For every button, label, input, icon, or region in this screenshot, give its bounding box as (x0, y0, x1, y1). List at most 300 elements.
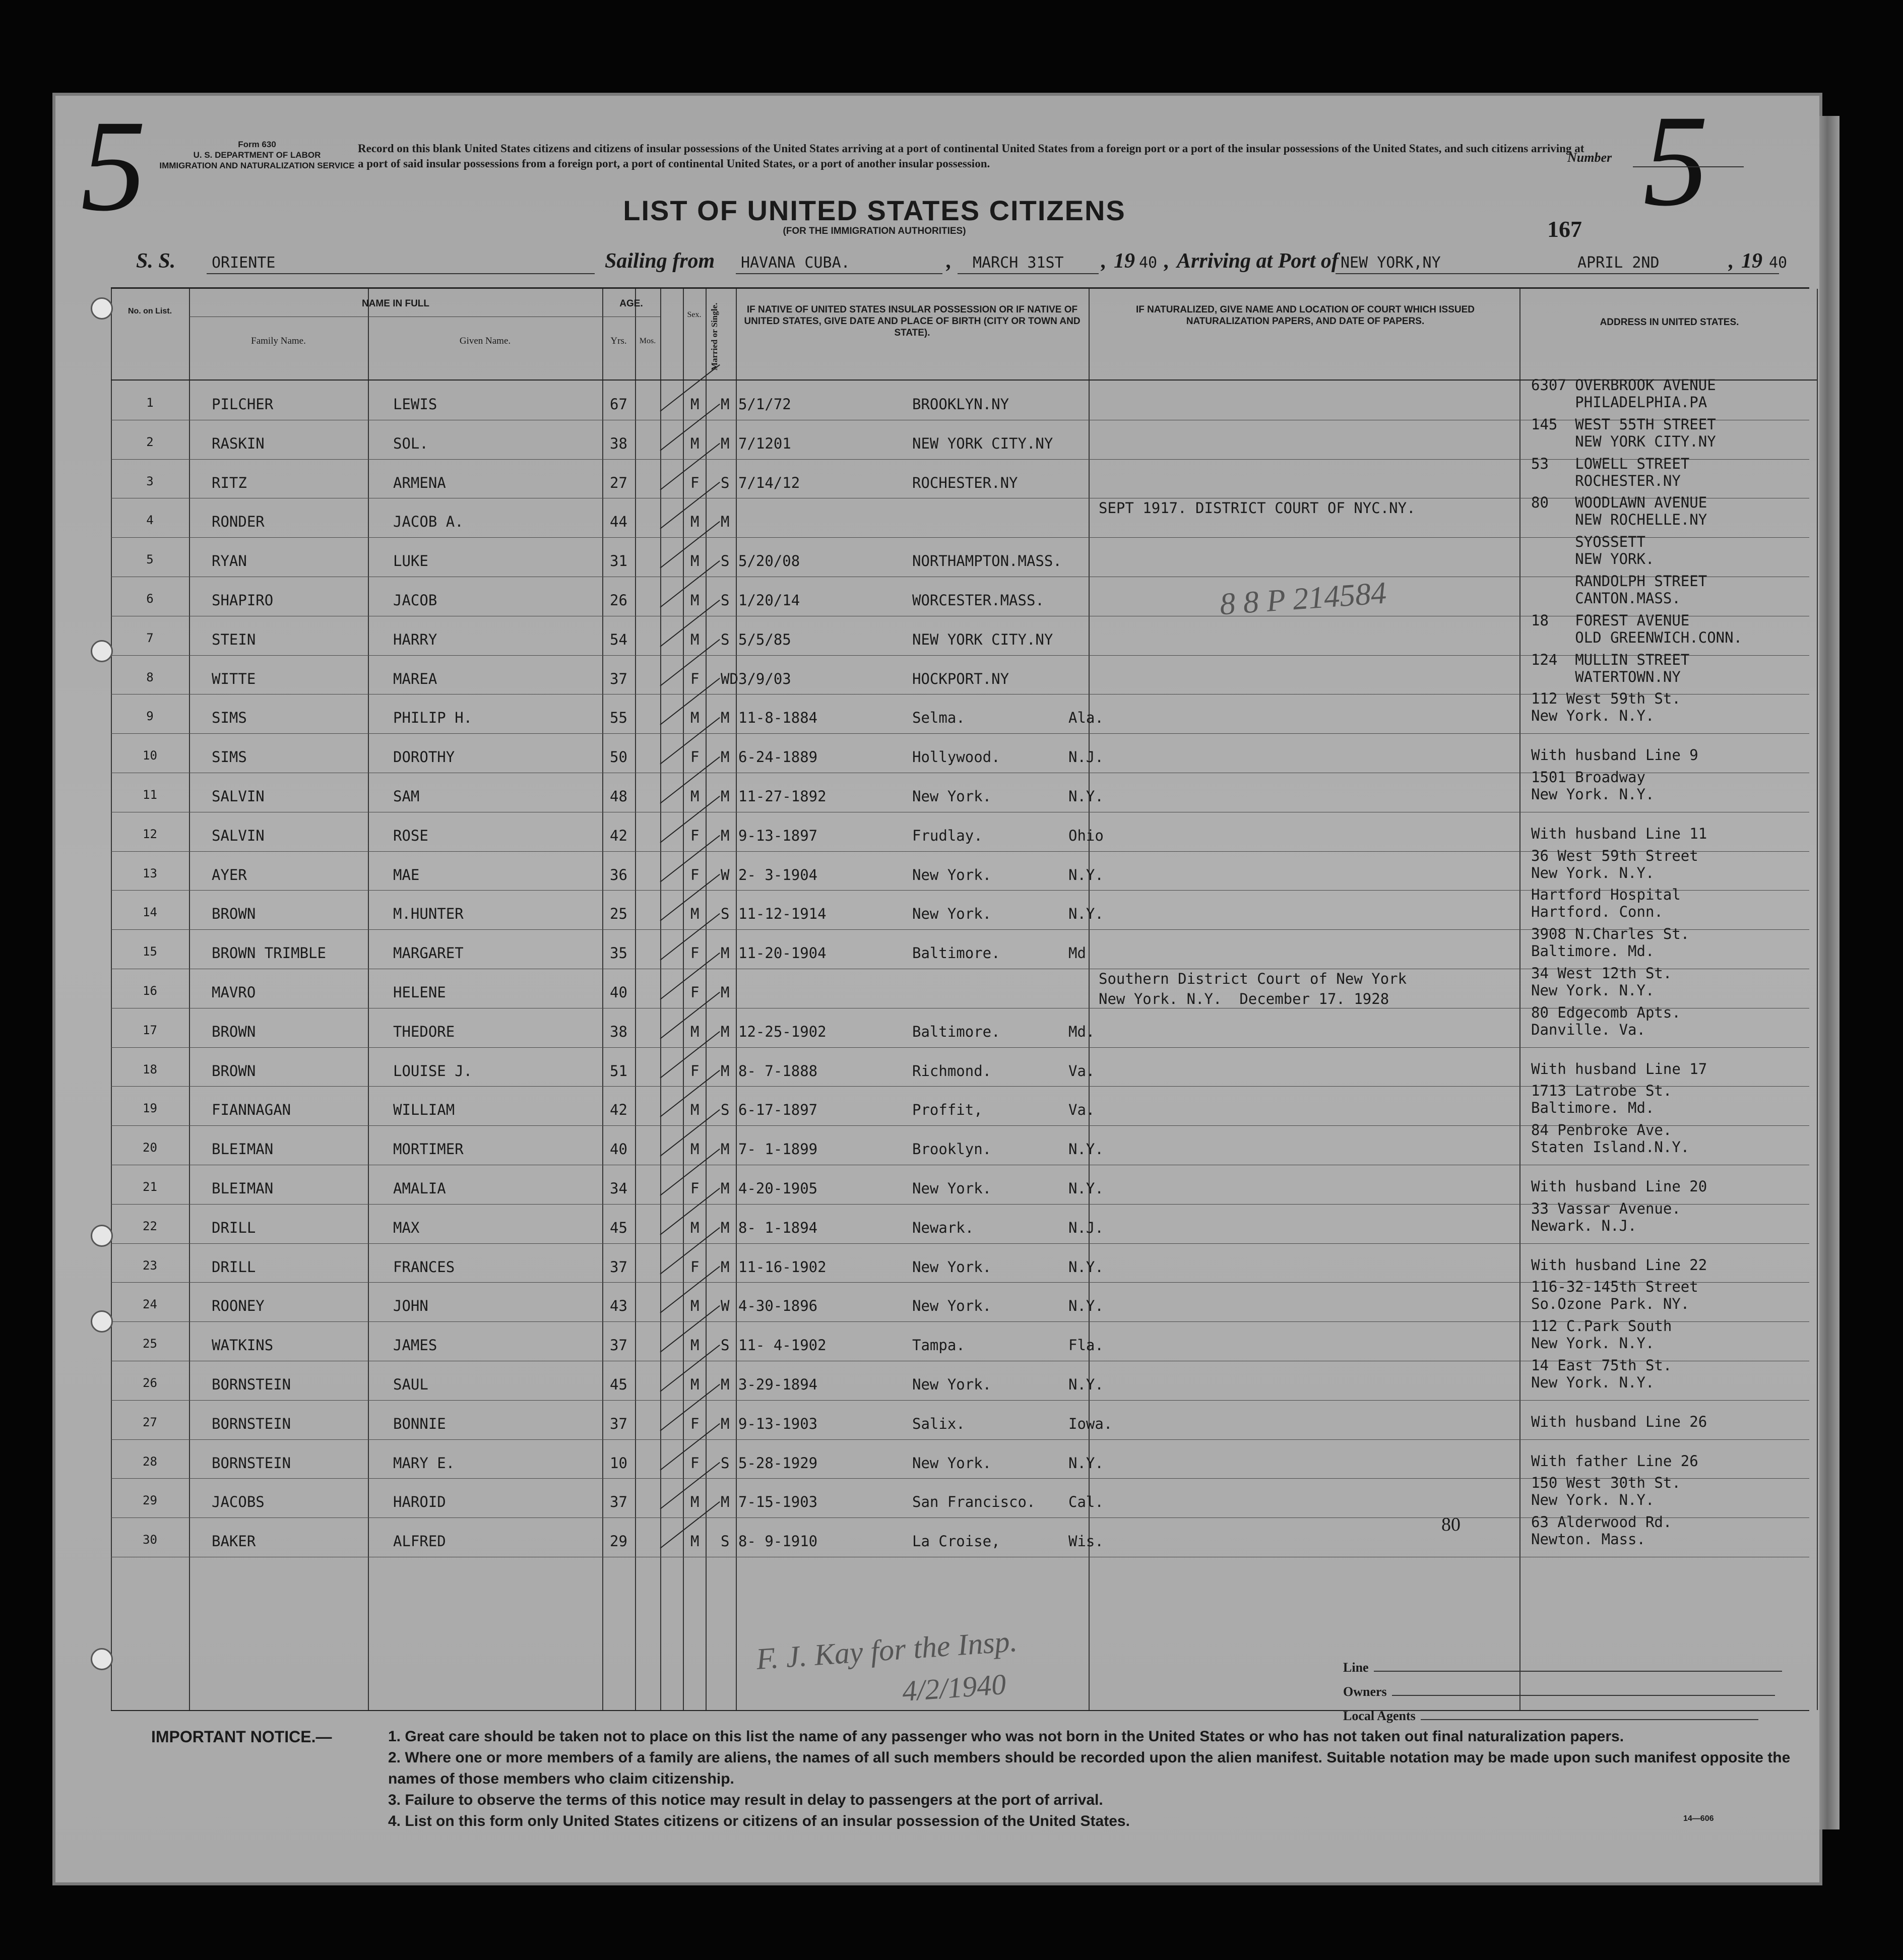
age-years: 42 (610, 827, 627, 844)
given-name: PHILIP H. (393, 709, 473, 727)
table-row (111, 1003, 1809, 1047)
col-header-no: No. on List. (128, 307, 172, 315)
birth-date: 5/1/72 (738, 396, 791, 413)
birth-city: ROCHESTER.NY (912, 474, 1018, 491)
arrival-year: 40 (1769, 254, 1788, 272)
age-years: 51 (610, 1062, 627, 1080)
family-name: AYER (212, 866, 247, 883)
notice-item-3: 3. Failure to observe the terms of this notice may result in delay to passengers at the port of arrival. (388, 1792, 1103, 1808)
row-number: 15 (143, 944, 157, 959)
us-address: 116-32-145th Street So.Ozone Park. NY. (1531, 1278, 1698, 1313)
page-title: LIST OF UNITED STATES CITIZENS (623, 195, 1126, 226)
table-row (111, 376, 1809, 419)
given-name: MARGARET (393, 944, 464, 962)
marital-status: M (721, 709, 730, 727)
birth-state: N.Y. (1068, 1141, 1104, 1158)
marital-status: M (721, 1258, 730, 1276)
sail-year-prefix: 19 (1114, 249, 1135, 273)
form-instructions: Record on this blank United States citizens and citizens of insular possessions of the United States arriving at a port of continental United States from a foreign port or a port of the insular possessions of the United States, and such citizens arriving at a port of said insular possessions from a foreign port, a port of continental United States, or a port of another insular possession. (358, 142, 1584, 170)
birth-city: La Croise, (912, 1533, 1000, 1550)
binder-hole (91, 297, 113, 320)
birth-date: 5/5/85 (738, 630, 791, 648)
col-header-given: Given Name. (459, 336, 511, 346)
row-number: 5 (146, 552, 154, 567)
us-address: 145 WEST 55TH STREET NEW YORK CITY.NY (1531, 415, 1716, 450)
us-address: 80 WOODLAWN AVENUE NEW ROCHELLE.NY (1531, 494, 1707, 529)
family-name: MAVRO (212, 984, 256, 1001)
line-label: Line (1343, 1660, 1369, 1675)
table-row (111, 1047, 1809, 1086)
us-address: 53 LOWELL STREET ROCHESTER.NY (1531, 455, 1690, 489)
birth-state: N.Y. (1068, 905, 1104, 923)
age-years: 10 (610, 1454, 627, 1472)
sex-code: M (690, 1337, 700, 1354)
table-row (111, 455, 1809, 498)
birth-date: 5-28-1929 (738, 1454, 818, 1472)
birth-date: 7/1201 (738, 434, 791, 452)
birth-city: NEW YORK CITY.NY (912, 434, 1053, 452)
age-years: 25 (610, 905, 627, 923)
family-name: SIMS (212, 748, 247, 766)
us-address: Hartford Hospital Hartford. Conn. (1531, 886, 1681, 921)
us-address: With husband Line 9 (1531, 746, 1698, 764)
marital-status: M (721, 513, 730, 531)
family-name: WITTE (212, 670, 256, 687)
sex-code: F (690, 1258, 700, 1276)
birth-city: Hollywood. (912, 748, 1000, 766)
family-name: SIMS (212, 709, 247, 727)
sail-date-underline (958, 273, 1099, 274)
row-number: 17 (143, 1023, 157, 1037)
birth-city: BROOKLYN.NY (912, 396, 1009, 413)
form-number: Form 630 (238, 140, 276, 149)
us-address: With husband Line 22 (1531, 1256, 1707, 1274)
sex-code: M (690, 396, 700, 413)
birth-city: New York. (912, 1454, 992, 1472)
birth-date: 6-17-1897 (738, 1101, 818, 1119)
birth-date: 9-13-1897 (738, 827, 818, 844)
row-number: 25 (143, 1337, 157, 1351)
row-number: 1 (146, 396, 154, 410)
age-years: 34 (610, 1180, 627, 1197)
family-name: SALVIN (212, 827, 265, 844)
passenger-table (111, 287, 1809, 1711)
birth-state: Md (1068, 944, 1086, 962)
sex-code: M (690, 1023, 700, 1040)
row-number: 28 (143, 1454, 157, 1469)
table-row (111, 1317, 1809, 1360)
us-address: With husband Line 17 (1531, 1060, 1707, 1078)
birth-state: Cal. (1068, 1493, 1104, 1511)
age-years: 37 (610, 1415, 627, 1432)
age-years: 55 (610, 709, 627, 727)
row-number: 22 (143, 1219, 157, 1233)
family-name: BLEIMAN (212, 1141, 274, 1158)
local-agents-label: Local Agents (1343, 1709, 1416, 1723)
birth-city: New York. (912, 1180, 992, 1197)
sailing-label: Sailing from (605, 249, 715, 273)
arriving-label: Arriving at Port of (1177, 249, 1339, 273)
table-row (111, 1439, 1809, 1478)
age-years: 40 (610, 984, 627, 1001)
marital-status: S (721, 1337, 730, 1354)
row-number: 24 (143, 1297, 157, 1312)
us-address: 80 Edgecomb Apts. Danville. Va. (1531, 1003, 1681, 1038)
family-name: BROWN (212, 905, 256, 923)
table-row (111, 1474, 1809, 1517)
family-name: FIANNAGAN (212, 1101, 291, 1119)
marital-status: M (721, 827, 730, 844)
notice-item-2: 2. Where one or more members of a family are aliens, the names of all such members should be recorded upon the alien manifest. Suitable notation may be made upon such manifest opposite the names of those members who claim citizenship. (388, 1749, 1791, 1787)
birth-city: Richmond. (912, 1062, 992, 1080)
age-years: 36 (610, 866, 627, 883)
sex-code: M (690, 1101, 700, 1119)
family-name: BROWN TRIMBLE (212, 944, 326, 962)
marital-status: S (721, 552, 730, 570)
us-address: 6307 OVERBROOK AVENUE PHILADELPHIA.PA (1531, 376, 1716, 411)
table-row (111, 1121, 1809, 1164)
sex-code: M (690, 552, 700, 570)
family-name: STEIN (212, 630, 256, 648)
birth-date: 4-30-1896 (738, 1297, 818, 1315)
marital-status: M (721, 1141, 730, 1158)
notice-item-4: 4. List on this form only United States citizens or citizens of an insular possession of the United States. (388, 1813, 1130, 1829)
birth-city: New York. (912, 1297, 992, 1315)
birth-state: Va. (1068, 1062, 1095, 1080)
table-row (111, 769, 1809, 811)
marital-status: S (721, 1454, 730, 1472)
list-number: 167 (1547, 216, 1582, 242)
us-address: With husband Line 11 (1531, 825, 1707, 842)
sex-code: F (690, 1415, 700, 1432)
given-name: ARMENA (393, 474, 446, 491)
table-row (111, 415, 1809, 459)
birth-city: WORCESTER.MASS. (912, 592, 1044, 609)
us-address: 36 West 59th Street New York. N.Y. (1531, 847, 1698, 881)
marital-status: M (721, 1376, 730, 1393)
arrival-port: NEW YORK,NY (1341, 254, 1441, 272)
marital-status: M (721, 984, 730, 1001)
table-row (111, 1243, 1809, 1282)
birth-state: N.Y. (1068, 1454, 1104, 1472)
table-row (111, 812, 1809, 851)
sex-code: M (690, 905, 700, 923)
marital-status: M (721, 748, 730, 766)
sex-code: F (690, 1454, 700, 1472)
sail-date: MARCH 31ST (973, 254, 1064, 272)
given-name: WILLIAM (393, 1101, 455, 1119)
table-row (111, 1165, 1809, 1204)
table-row (111, 1199, 1809, 1243)
col-header-mos: Mos. (639, 337, 656, 345)
birth-state: N.Y. (1068, 1258, 1104, 1276)
marital-status: M (721, 1415, 730, 1432)
birth-city: HOCKPORT.NY (912, 670, 1009, 687)
us-address: SYOSSETT NEW YORK. (1575, 533, 1655, 568)
given-name: ROSE (393, 827, 428, 844)
birth-date: 8- 1-1894 (738, 1219, 818, 1236)
table-row (111, 1082, 1809, 1125)
notice-item-1: 1. Great care should be taken not to place on this list the name of any passenger who was not born in the United States or who has not taken out final naturalization papers. (388, 1728, 1624, 1745)
table-row (111, 533, 1809, 576)
page-stamp: 80 (1441, 1514, 1461, 1535)
marital-status: M (721, 1219, 730, 1236)
age-years: 37 (610, 1493, 627, 1511)
birth-date: 1/20/14 (738, 592, 800, 609)
age-years: 38 (610, 434, 627, 452)
marital-status: M (721, 1062, 730, 1080)
sex-code: M (690, 434, 700, 452)
row-number: 21 (143, 1180, 157, 1194)
birth-state: N.Y. (1068, 1376, 1104, 1393)
sex-code: M (690, 592, 700, 609)
marital-status: M (721, 1023, 730, 1040)
signature-date: 4/2/1940 (901, 1667, 1007, 1708)
table-row (111, 1357, 1809, 1400)
birth-state: Md. (1068, 1023, 1095, 1040)
birth-state: Wis. (1068, 1533, 1104, 1550)
birth-date: 11- 4-1902 (738, 1337, 827, 1354)
row-number: 9 (146, 709, 154, 724)
row-number: 13 (143, 866, 157, 880)
age-years: 45 (610, 1219, 627, 1236)
given-name: LOUISE J. (393, 1062, 473, 1080)
naturalization-court: SEPT 1917. DISTRICT COURT OF NYC.NY. (1099, 499, 1416, 517)
marital-status: M (721, 1493, 730, 1511)
owners-label: Owners (1343, 1684, 1387, 1699)
us-address: 112 West 59th St. New York. N.Y. (1531, 690, 1681, 725)
marital-status: WD (721, 670, 738, 687)
us-address: 1501 Broadway New York. N.Y. (1531, 769, 1655, 803)
table-row (111, 886, 1809, 929)
sex-code: M (690, 1219, 700, 1236)
birth-date: 6-24-1889 (738, 748, 818, 766)
birth-city: New York. (912, 905, 992, 923)
birth-city: Baltimore. (912, 944, 1000, 962)
given-name: HAROID (393, 1493, 446, 1511)
col-header-naturalized: IF NATURALIZED, GIVE NAME AND LOCATION OF COURT WHICH ISSUED NATURALIZATION PAPERS, AND DATE OF PAPERS. (1135, 304, 1475, 327)
sex-code: F (690, 944, 700, 962)
row-number: 30 (143, 1533, 157, 1547)
family-name: WATKINS (212, 1337, 274, 1354)
family-name: BROWN (212, 1062, 256, 1080)
age-years: 40 (610, 1141, 627, 1158)
age-years: 48 (610, 788, 627, 805)
row-number: 11 (143, 788, 157, 802)
birth-city: Brooklyn. (912, 1141, 992, 1158)
family-name: BORNSTEIN (212, 1376, 291, 1393)
family-name: JACOBS (212, 1493, 265, 1511)
binder-hole (91, 1225, 113, 1247)
sex-code: F (690, 1180, 700, 1197)
us-address: With father Line 26 (1531, 1452, 1698, 1470)
row-number: 19 (143, 1101, 157, 1116)
table-row (111, 573, 1809, 615)
row-number: 27 (143, 1415, 157, 1429)
given-name: BONNIE (393, 1415, 446, 1432)
us-address: 1713 Latrobe St. Baltimore. Md. (1531, 1082, 1672, 1117)
table-row (111, 1513, 1809, 1556)
arrival-underline (1336, 273, 1779, 274)
arrival-year-prefix: 19 (1741, 249, 1762, 273)
given-name: LUKE (393, 552, 428, 570)
agents-block (1343, 1656, 1782, 1728)
age-years: 29 (610, 1533, 627, 1550)
birth-city: Baltimore. (912, 1023, 1000, 1040)
table-row (111, 733, 1809, 772)
given-name: JAMES (393, 1337, 437, 1354)
birth-date: 8- 9-1910 (738, 1533, 818, 1550)
birth-city: Newark. (912, 1219, 974, 1236)
family-name: PILCHER (212, 396, 274, 413)
row-number: 3 (146, 474, 154, 488)
us-address: 84 Penbroke Ave. Staten Island.N.Y. (1531, 1121, 1690, 1156)
age-years: 27 (610, 474, 627, 491)
col-header-address: ADDRESS IN UNITED STATES. (1600, 317, 1739, 328)
row-number: 7 (146, 630, 154, 645)
table-row (111, 651, 1809, 694)
table-row (111, 494, 1809, 537)
row-number: 12 (143, 827, 157, 841)
birth-city: New York. (912, 1376, 992, 1393)
table-row (111, 611, 1809, 655)
family-name: RASKIN (212, 434, 265, 452)
birth-date: 11-27-1892 (738, 788, 827, 805)
col-header-family: Family Name. (251, 336, 306, 346)
age-years: 26 (610, 592, 627, 609)
table-row (111, 925, 1809, 968)
marital-status: S (721, 630, 730, 648)
age-years: 43 (610, 1297, 627, 1315)
birth-date: 12-25-1902 (738, 1023, 827, 1040)
given-name: ALFRED (393, 1533, 446, 1550)
sex-code: F (690, 474, 700, 491)
family-name: RITZ (212, 474, 247, 491)
birth-city: Salix. (912, 1415, 965, 1432)
given-name: SAM (393, 788, 420, 805)
number-label: Number (1567, 150, 1612, 165)
row-number: 18 (143, 1062, 157, 1077)
marital-status: M (721, 396, 730, 413)
marital-status: M (721, 1180, 730, 1197)
marital-status: S (721, 592, 730, 609)
family-name: DRILL (212, 1219, 256, 1236)
given-name: JOHN (393, 1297, 428, 1315)
row-number: 2 (146, 434, 154, 449)
voyage-line: S. S. ORIENTE Sailing from HAVANA CUBA. , MARCH 31ST , 19 40 , Arriving at Port of NEW YORK,NY APRIL 2ND , 19 40 (136, 247, 1799, 277)
given-name: M.HUNTER (393, 905, 464, 923)
sex-code: M (690, 709, 700, 727)
given-name: LEWIS (393, 396, 437, 413)
sex-code: F (690, 984, 700, 1001)
birth-state: N.J. (1068, 1219, 1104, 1236)
given-name: JACOB A. (393, 513, 464, 531)
department-name: U. S. DEPARTMENT OF LABOR (193, 150, 321, 160)
family-name: BORNSTEIN (212, 1415, 291, 1432)
given-name: HARRY (393, 630, 437, 648)
row-number: 8 (146, 670, 154, 684)
age-years: 37 (610, 1258, 627, 1276)
family-name: ROONEY (212, 1297, 265, 1315)
given-name: DOROTHY (393, 748, 455, 766)
sex-code: M (690, 1493, 700, 1511)
birth-city: NEW YORK CITY.NY (912, 630, 1053, 648)
inspector-signature: F. J. Kay for the Insp. (755, 1624, 1019, 1676)
sex-code: F (690, 670, 700, 687)
marital-status: S (721, 1533, 730, 1550)
row-number: 23 (143, 1258, 157, 1273)
birth-city: Tampa. (912, 1337, 965, 1354)
given-name: SOL. (393, 434, 428, 452)
family-name: BLEIMAN (212, 1180, 274, 1197)
naturalization-court: Southern District Court of New York New York. N.Y. December 17. 1928 (1099, 970, 1407, 1007)
birth-date: 7-15-1903 (738, 1493, 818, 1511)
table-row (111, 1278, 1809, 1321)
marital-status: S (721, 905, 730, 923)
birth-city: New York. (912, 1258, 992, 1276)
age-years: 35 (610, 944, 627, 962)
birth-date: 4-20-1905 (738, 1180, 818, 1197)
row-number: 14 (143, 905, 157, 920)
family-name: BROWN (212, 1023, 256, 1040)
ss-label: S. S. (136, 249, 176, 273)
us-address: 14 East 75th St. New York. N.Y. (1531, 1357, 1672, 1391)
birth-state: N.Y. (1068, 1297, 1104, 1315)
family-name: BORNSTEIN (212, 1454, 291, 1472)
birth-state: N.Y. (1068, 1180, 1104, 1197)
binder-hole (91, 640, 113, 662)
birth-state: N.Y. (1068, 866, 1104, 883)
page-subtitle: (FOR THE IMMIGRATION AUTHORITIES) (783, 226, 966, 236)
row-number: 26 (143, 1376, 157, 1390)
us-address: 34 West 12th St. New York. N.Y. (1531, 965, 1672, 999)
given-name: HELENE (393, 984, 446, 1001)
birth-city: New York. (912, 866, 992, 883)
birth-date: 8- 7-1888 (738, 1062, 818, 1080)
us-address: 124 MULLIN STREET WATERTOWN.NY (1531, 651, 1690, 685)
sail-year: 40 (1139, 254, 1158, 272)
col-header-name: NAME IN FULL (361, 298, 430, 309)
given-name: AMALIA (393, 1180, 446, 1197)
sex-code: M (690, 513, 700, 531)
binder-hole (91, 1648, 113, 1670)
age-years: 45 (610, 1376, 627, 1393)
given-name: SAUL (393, 1376, 428, 1393)
sex-code: M (690, 1297, 700, 1315)
sex-code: M (690, 1141, 700, 1158)
birth-state: N.Y. (1068, 788, 1104, 805)
age-years: 50 (610, 748, 627, 766)
handwritten-number-left: 5 (81, 93, 146, 238)
sex-code: M (690, 1376, 700, 1393)
given-name: FRANCES (393, 1258, 455, 1276)
number-underline (1633, 166, 1744, 167)
birth-state: Iowa. (1068, 1415, 1113, 1432)
col-header-birth: IF NATIVE OF UNITED STATES INSULAR POSSESSION OR IF NATIVE OF UNITED STATES, GIVE DATE AND PLACE OF BIRTH (CITY OR TOWN AND STATE). (744, 304, 1081, 338)
table-row (111, 965, 1809, 1007)
birth-state: Fla. (1068, 1337, 1104, 1354)
arrival-date: APRIL 2ND (1577, 254, 1660, 272)
age-years: 37 (610, 670, 627, 687)
birth-city: New York. (912, 788, 992, 805)
given-name: MARY E. (393, 1454, 455, 1472)
birth-city: Frudlay. (912, 827, 983, 844)
given-name: JACOB (393, 592, 437, 609)
us-address: 150 West 30th St. New York. N.Y. (1531, 1474, 1681, 1509)
handwritten-file-number: 8 8 P 214584 (1218, 576, 1388, 622)
us-address: 18 FOREST AVENUE OLD GREENWICH.CONN. (1531, 611, 1743, 646)
binder-hole (91, 1310, 113, 1333)
